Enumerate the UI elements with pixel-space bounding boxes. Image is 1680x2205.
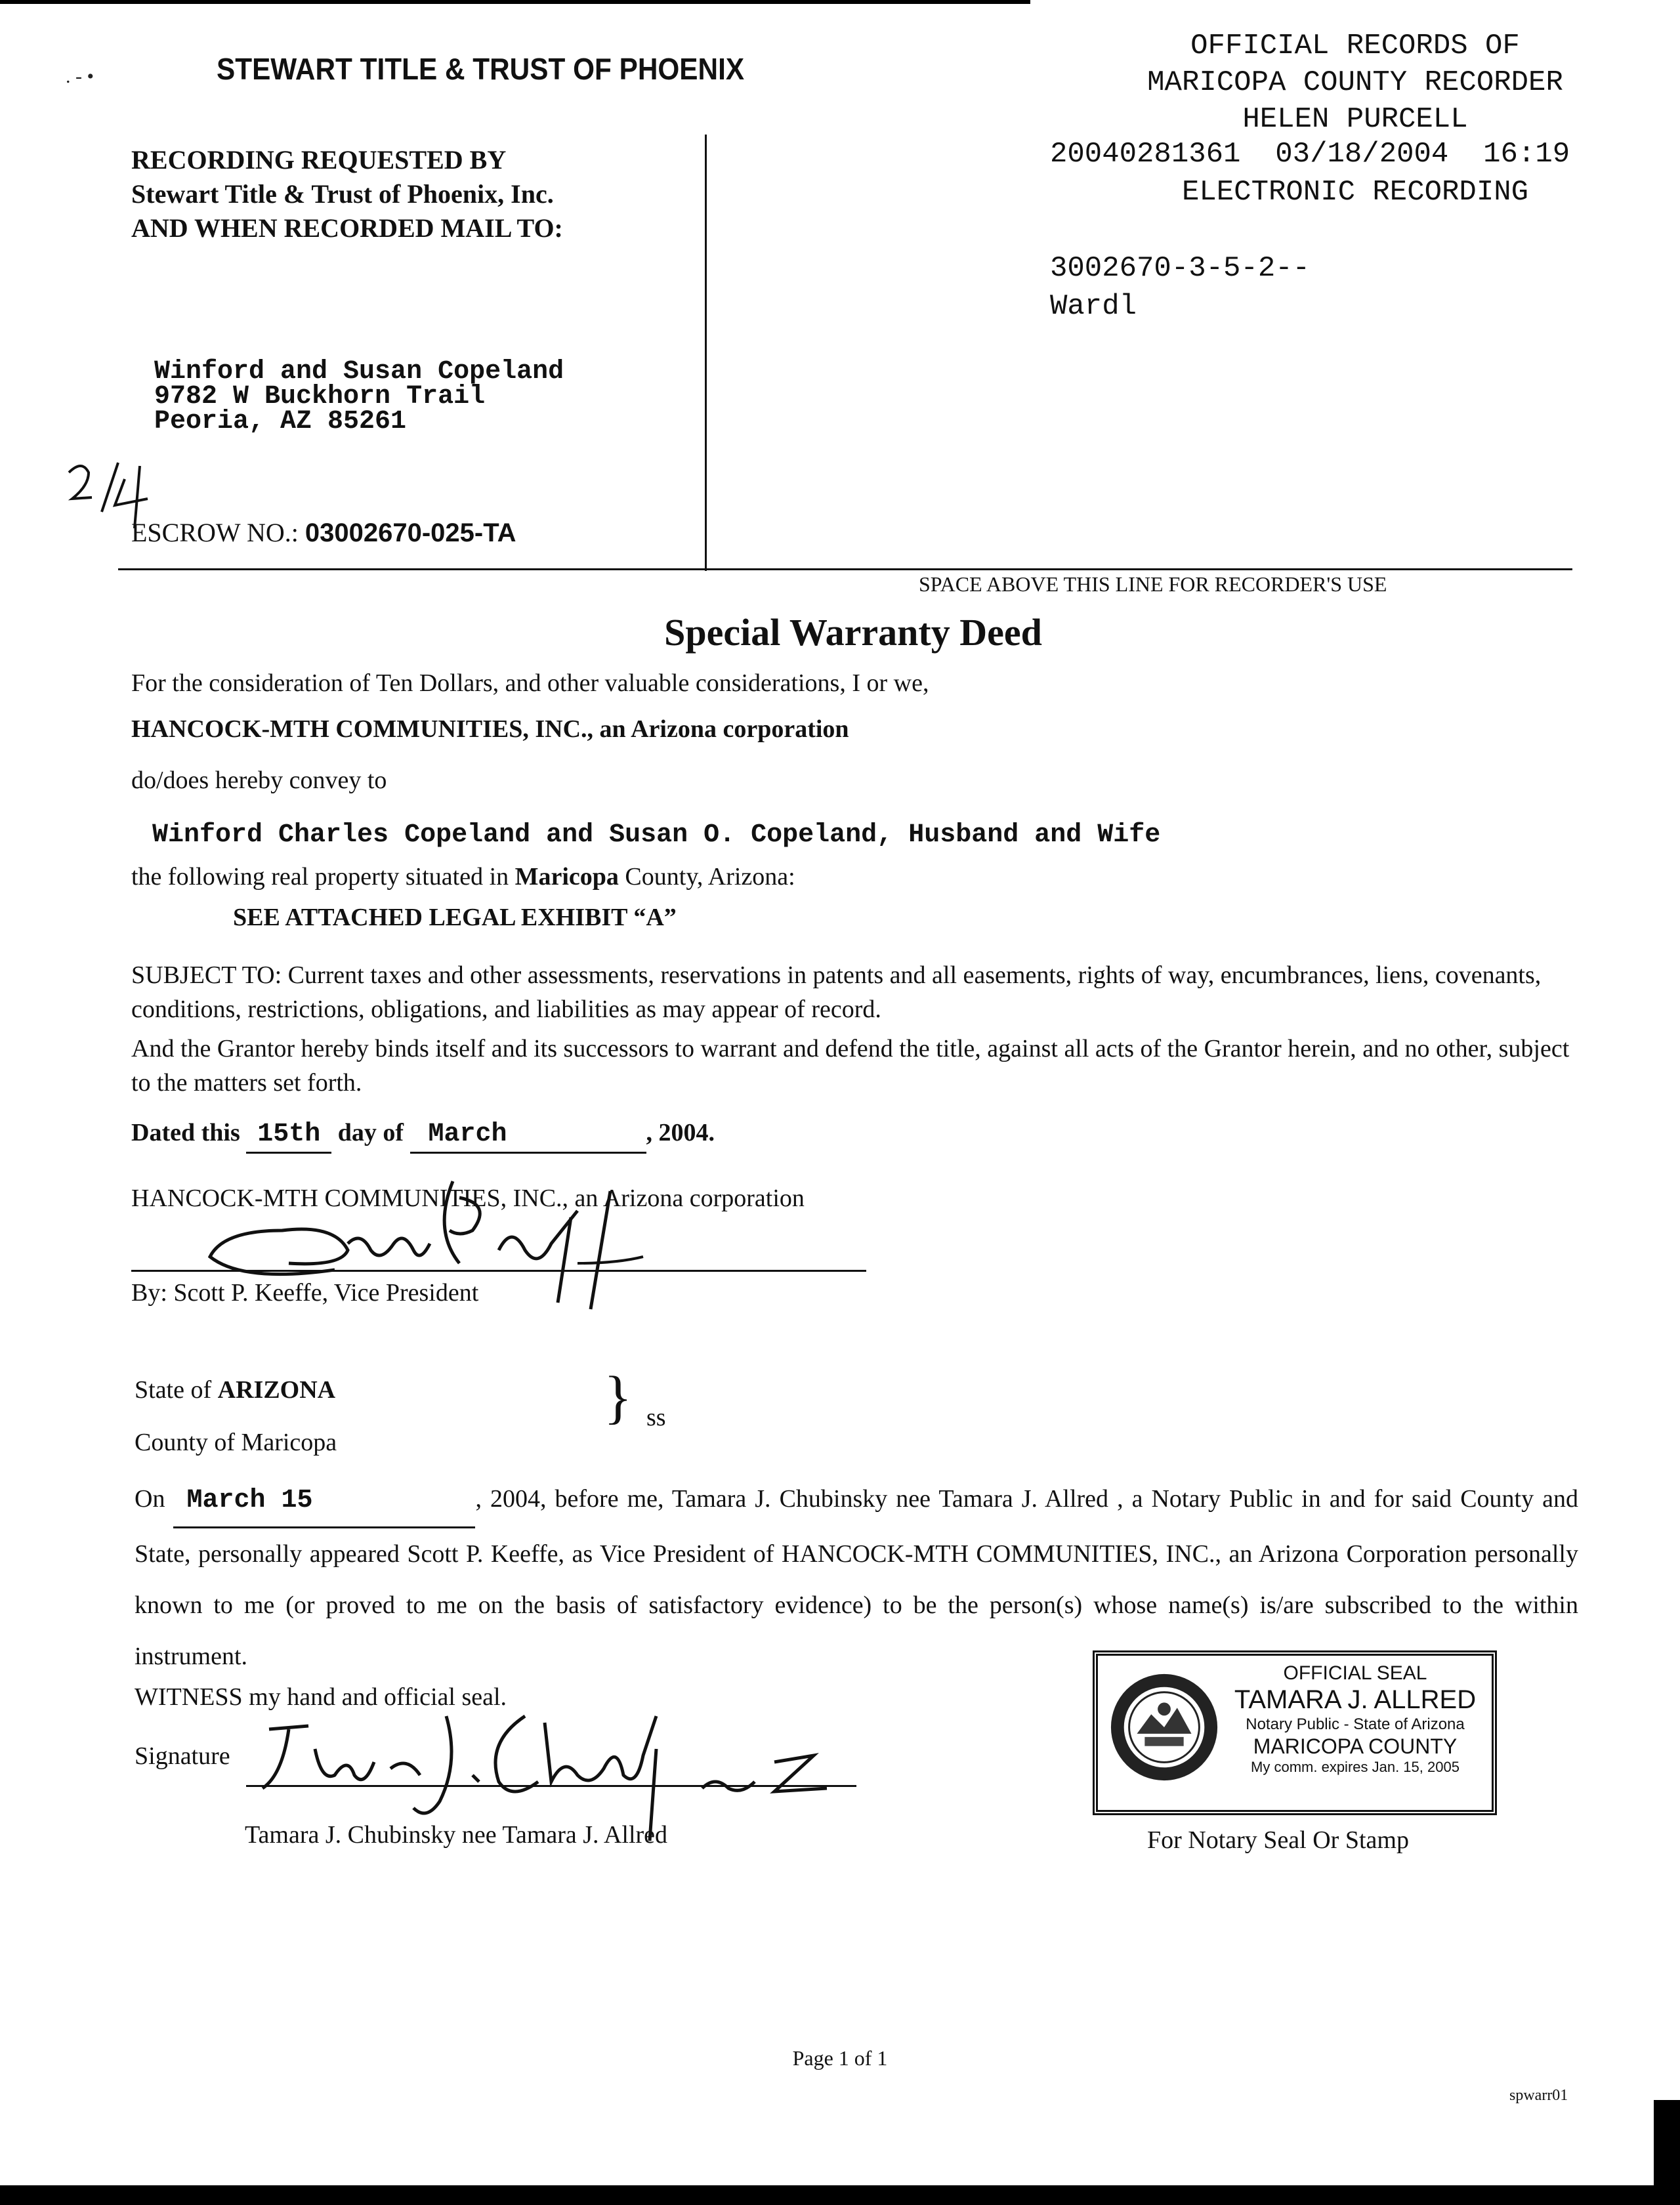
seal-expires: My comm. expires Jan. 15, 2005 (1251, 1759, 1460, 1775)
recording-reference (1050, 249, 1310, 326)
dated-day-field (246, 1116, 331, 1154)
state-seal-emblem-icon (1106, 1669, 1223, 1786)
signature-line-notary (246, 1785, 856, 1787)
reference-clerk: Wardl (1050, 290, 1137, 323)
dated-year: , 2004. (646, 1119, 715, 1146)
mail-to-street: 9782 W Buckhorn Trail (154, 382, 486, 411)
dated-mid: day of (337, 1119, 404, 1146)
requested-by-company: Stewart Title & Trust of Phoenix, Inc. (131, 179, 554, 209)
warranty-clause: And the Grantor hereby binds itself and its successors to warrant and defend the title, against all acts of the Grantor herein, and no other, subject to the matters set forth. (131, 1035, 1570, 1097)
state-name: ARIZONA (217, 1376, 336, 1404)
escrow-label: ESCROW NO.: (131, 518, 299, 547)
seal-county: MARICOPA COUNTY (1253, 1734, 1458, 1758)
title-company-header: STEWART TITLE & TRUST OF PHOENIX (217, 52, 745, 86)
signatory-name: By: Scott P. Keeffe, Vice President (131, 1279, 479, 1307)
seal-official: OFFICIAL SEAL (1283, 1662, 1427, 1684)
county-name: Maricopa (514, 863, 619, 891)
escrow-number (131, 517, 516, 548)
recording-time: 16:19 (1483, 138, 1570, 171)
notary-seal-text (1227, 1662, 1483, 1776)
seal-notary-name: TAMARA J. ALLRED (1234, 1685, 1477, 1714)
venue-state (135, 1373, 335, 1407)
dated-month: March (428, 1120, 507, 1149)
notary-printed-name: Tamara J. Chubinsky nee Tamara J. Allred (245, 1821, 668, 1849)
recorder-space-note: SPACE ABOVE THIS LINE FOR RECORDER'S USE (919, 572, 1387, 596)
subject-to-clause: SUBJECT TO: Current taxes and other assessments, reservations in patents and all easements, rights of way, encumbrances, liens, covenants, conditions, restrictions, obligations, and liabilities as may appear of record. (131, 961, 1542, 1023)
form-code: spwarr01 (1509, 2087, 1568, 2104)
seal-caption: For Notary Seal Or Stamp (1147, 1826, 1409, 1854)
situated-prefix: the following real property situated in (131, 863, 515, 891)
signature-label: Signature (135, 1742, 230, 1770)
seal-notary-state: Notary Public - State of Arizona (1246, 1715, 1465, 1733)
header-divider-vertical (705, 135, 707, 571)
convey-text: do/does hereby convey to (131, 766, 387, 794)
recording-stamp (1050, 138, 1570, 171)
legal-exhibit: SEE ATTACHED LEGAL EXHIBIT “A” (233, 904, 677, 931)
mail-to-name: Winford and Susan Copeland (154, 357, 564, 387)
venue-county: County of Maricopa (135, 1429, 337, 1456)
dated-day: 15th (257, 1120, 321, 1149)
witness-text: WITNESS my hand and official seal. (135, 1683, 507, 1711)
dated-line (131, 1116, 715, 1154)
signatory-corporation: HANCOCK-MTH COMMUNITIES, INC., an Arizona corporation (131, 1185, 805, 1212)
reference-number: 3002670-3-5-2-- (1050, 252, 1311, 285)
ack-on: On (135, 1485, 165, 1513)
document-number: 20040281361 (1050, 138, 1241, 171)
scan-edge-corner (1654, 2100, 1680, 2205)
ack-date-field (173, 1473, 475, 1528)
situated-suffix: County, Arizona: (618, 863, 795, 891)
header-divider-horizontal (118, 568, 1572, 570)
mail-to-city: Peoria, AZ 85261 (154, 407, 407, 436)
stray-marks: . - • (66, 66, 94, 87)
scan-edge-bottom (0, 2185, 1680, 2205)
dated-prefix: Dated this (131, 1119, 240, 1146)
grantee-name: Winford Charles Copeland and Susan O. Copeland, Husband and Wife (152, 820, 1161, 850)
requested-by-label: RECORDING REQUESTED BY (131, 145, 507, 175)
page-number: Page 1 of 1 (792, 2046, 888, 2070)
venue-ss: ss (646, 1404, 666, 1431)
recording-request (131, 143, 563, 245)
recorder-line-2: MARICOPA COUNTY RECORDER (1147, 66, 1563, 99)
dated-month-field (410, 1116, 646, 1154)
signature-line-grantor (131, 1270, 866, 1272)
state-label: State of (135, 1376, 218, 1404)
recorder-line-1: OFFICIAL RECORDS OF (1190, 30, 1520, 62)
property-location (131, 860, 795, 894)
consideration-text: For the consideration of Ten Dollars, and other valuable considerations, I or we, (131, 669, 929, 697)
recording-date: 03/18/2004 (1275, 138, 1449, 171)
scan-edge-top (0, 0, 1030, 4)
mail-to-address (154, 357, 564, 436)
escrow-value: 03002670-025-TA (304, 518, 516, 547)
recorder-block (1083, 28, 1628, 138)
ack-date: March 15 (186, 1486, 313, 1515)
grantor-name: HANCOCK-MTH COMMUNITIES, INC., an Arizona corporation (131, 715, 849, 743)
recorder-line-3: HELEN PURCELL (1242, 103, 1468, 136)
recording-type: ELECTRONIC RECORDING (1181, 176, 1529, 209)
ack-text: , 2004, before me, Tamara J. Chubinsky nee Tamara J. Allred , a Notary Public in and for said County and State, personally appeared Scott P. Keeffe, as Vice President of HANCOCK-MTH COMMUNITIES, INC., an Arizona Corporation personally known to me (or proved to me on the basis of satisfactory evidence) to be the person(s) whose name(s) is/are subscribed to the within instrument. (135, 1485, 1579, 1670)
document-title: Special Warranty Deed (664, 611, 1042, 654)
mail-to-label: AND WHEN RECORDED MAIL TO: (131, 213, 563, 243)
venue-brace: } (604, 1365, 633, 1430)
